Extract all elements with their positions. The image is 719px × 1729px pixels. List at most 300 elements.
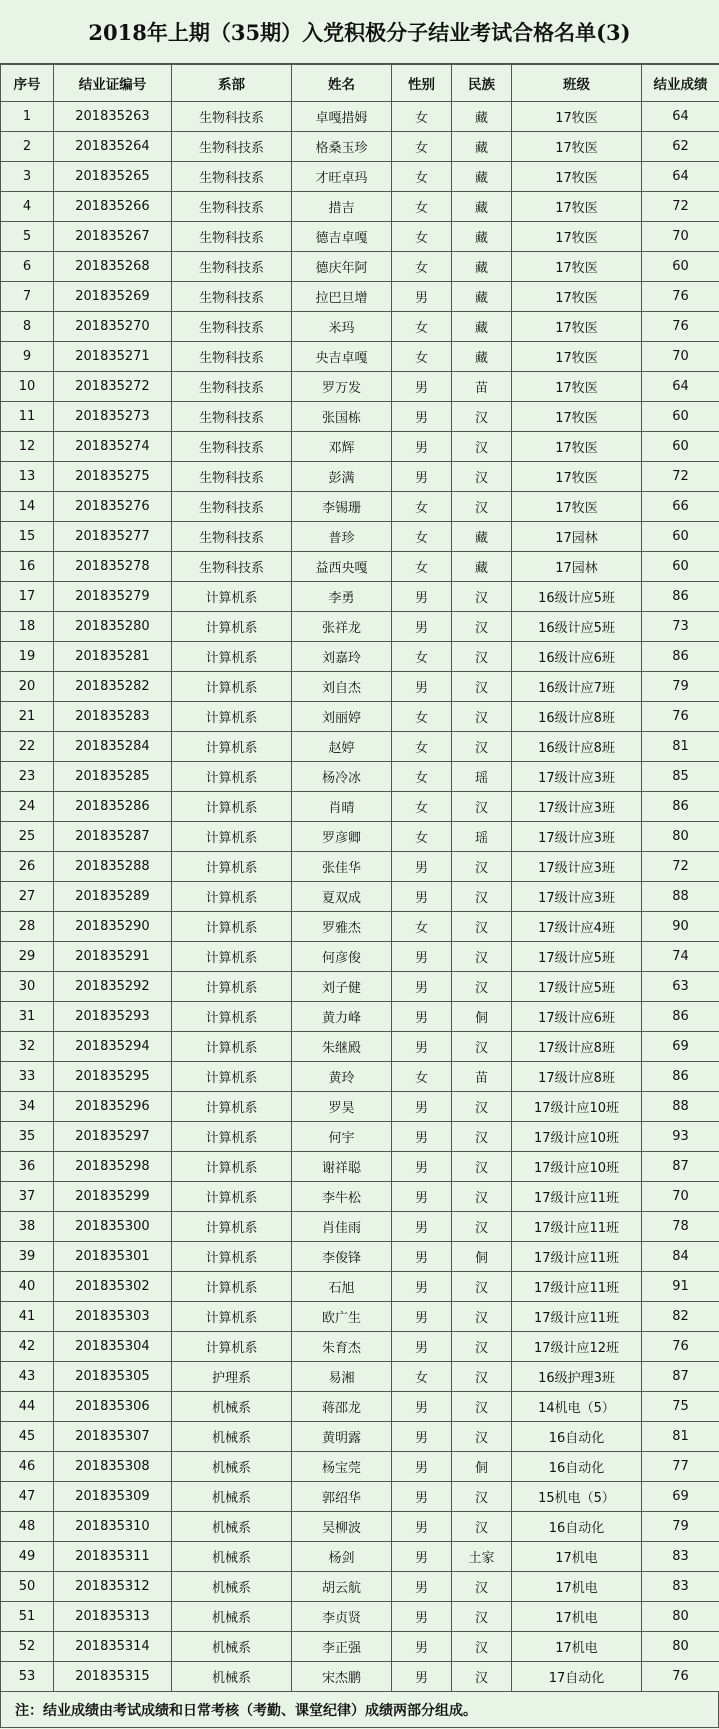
cell-certificate-no: 201835314 — [54, 1632, 172, 1662]
cell-score: 79 — [642, 1512, 719, 1542]
cell-class: 17级计应11班 — [512, 1212, 642, 1242]
cell-ethnicity: 苗 — [452, 1062, 512, 1092]
cell-certificate-no: 201835291 — [54, 942, 172, 972]
cell-gender: 男 — [392, 1572, 452, 1602]
table-row — [1, 162, 719, 192]
cell-index: 3 — [1, 162, 54, 192]
cell-name: 措吉 — [292, 192, 392, 222]
cell-class: 16自动化 — [512, 1452, 642, 1482]
cell-name: 央吉卓嘎 — [292, 342, 392, 372]
cell-department: 计算机系 — [172, 1272, 292, 1302]
cell-department: 计算机系 — [172, 1332, 292, 1362]
cell-class: 17牧医 — [512, 252, 642, 282]
cell-index: 35 — [1, 1122, 54, 1152]
cell-certificate-no: 201835300 — [54, 1212, 172, 1242]
cell-department: 机械系 — [172, 1392, 292, 1422]
cell-class: 17级计应3班 — [512, 852, 642, 882]
table-row — [1, 1602, 719, 1632]
cell-ethnicity: 汉 — [452, 1482, 512, 1512]
table-row — [1, 1422, 719, 1452]
cell-certificate-no: 201835279 — [54, 582, 172, 612]
table-row — [1, 1122, 719, 1152]
cell-gender: 男 — [392, 942, 452, 972]
table-row — [1, 1302, 719, 1332]
cell-name: 德庆年阿 — [292, 252, 392, 282]
column-header: 民族 — [452, 65, 512, 102]
cell-department: 生物科技系 — [172, 132, 292, 162]
cell-department: 计算机系 — [172, 972, 292, 1002]
cell-name: 郭绍华 — [292, 1482, 392, 1512]
cell-certificate-no: 201835286 — [54, 792, 172, 822]
cell-department: 生物科技系 — [172, 192, 292, 222]
cell-ethnicity: 汉 — [452, 1662, 512, 1692]
cell-score: 86 — [642, 792, 719, 822]
cell-name: 罗昊 — [292, 1092, 392, 1122]
cell-name: 杨冷冰 — [292, 762, 392, 792]
cell-index: 33 — [1, 1062, 54, 1092]
cell-score: 69 — [642, 1032, 719, 1062]
cell-index: 28 — [1, 912, 54, 942]
cell-name: 肖晴 — [292, 792, 392, 822]
cell-name: 李贞贤 — [292, 1602, 392, 1632]
cell-ethnicity: 汉 — [452, 1392, 512, 1422]
cell-name: 易湘 — [292, 1362, 392, 1392]
table-row — [1, 492, 719, 522]
table-row — [1, 1482, 719, 1512]
table-row — [1, 1062, 719, 1092]
cell-index: 12 — [1, 432, 54, 462]
cell-class: 16自动化 — [512, 1512, 642, 1542]
cell-name: 宋杰鹏 — [292, 1662, 392, 1692]
cell-certificate-no: 201835310 — [54, 1512, 172, 1542]
cell-ethnicity: 藏 — [452, 132, 512, 162]
cell-class: 16级计应8班 — [512, 732, 642, 762]
cell-certificate-no: 201835275 — [54, 462, 172, 492]
table-row — [1, 1152, 719, 1182]
cell-name: 张国栋 — [292, 402, 392, 432]
cell-certificate-no: 201835266 — [54, 192, 172, 222]
cell-index: 9 — [1, 342, 54, 372]
cell-class: 17级计应4班 — [512, 912, 642, 942]
cell-score: 88 — [642, 882, 719, 912]
cell-certificate-no: 201835305 — [54, 1362, 172, 1392]
cell-score: 73 — [642, 612, 719, 642]
cell-score: 84 — [642, 1242, 719, 1272]
cell-certificate-no: 201835280 — [54, 612, 172, 642]
cell-score: 78 — [642, 1212, 719, 1242]
cell-gender: 男 — [392, 1152, 452, 1182]
cell-name: 胡云航 — [292, 1572, 392, 1602]
cell-name: 李俊锋 — [292, 1242, 392, 1272]
cell-ethnicity: 汉 — [452, 1512, 512, 1542]
cell-certificate-no: 201835273 — [54, 402, 172, 432]
cell-name: 黄明露 — [292, 1422, 392, 1452]
cell-ethnicity: 汉 — [452, 1212, 512, 1242]
cell-certificate-no: 201835263 — [54, 102, 172, 132]
cell-class: 16级计应6班 — [512, 642, 642, 672]
column-header: 序号 — [1, 65, 54, 102]
cell-index: 13 — [1, 462, 54, 492]
cell-class: 17园林 — [512, 552, 642, 582]
cell-score: 77 — [642, 1452, 719, 1482]
cell-gender: 男 — [392, 612, 452, 642]
cell-class: 16级计应7班 — [512, 672, 642, 702]
cell-certificate-no: 201835269 — [54, 282, 172, 312]
cell-name: 邓辉 — [292, 432, 392, 462]
cell-certificate-no: 201835284 — [54, 732, 172, 762]
table-row — [1, 1272, 719, 1302]
cell-ethnicity: 汉 — [452, 1572, 512, 1602]
cell-class: 17级计应11班 — [512, 1242, 642, 1272]
cell-department: 计算机系 — [172, 792, 292, 822]
cell-index: 5 — [1, 222, 54, 252]
cell-index: 22 — [1, 732, 54, 762]
table-row — [1, 822, 719, 852]
cell-gender: 男 — [392, 1542, 452, 1572]
cell-index: 26 — [1, 852, 54, 882]
cell-index: 23 — [1, 762, 54, 792]
table-row — [1, 1632, 719, 1662]
cell-department: 生物科技系 — [172, 402, 292, 432]
cell-score: 74 — [642, 942, 719, 972]
cell-name: 德吉卓嘎 — [292, 222, 392, 252]
cell-score: 87 — [642, 1152, 719, 1182]
cell-name: 罗雅杰 — [292, 912, 392, 942]
cell-gender: 男 — [392, 1002, 452, 1032]
cell-department: 机械系 — [172, 1572, 292, 1602]
cell-class: 17级计应3班 — [512, 792, 642, 822]
table-row — [1, 402, 719, 432]
cell-ethnicity: 汉 — [452, 1362, 512, 1392]
cell-score: 66 — [642, 492, 719, 522]
cell-certificate-no: 201835281 — [54, 642, 172, 672]
table-row — [1, 942, 719, 972]
cell-index: 44 — [1, 1392, 54, 1422]
table-row — [1, 852, 719, 882]
cell-department: 机械系 — [172, 1482, 292, 1512]
cell-class: 17牧医 — [512, 312, 642, 342]
cell-score: 93 — [642, 1122, 719, 1152]
cell-index: 4 — [1, 192, 54, 222]
cell-certificate-no: 201835268 — [54, 252, 172, 282]
cell-ethnicity: 藏 — [452, 162, 512, 192]
cell-department: 生物科技系 — [172, 492, 292, 522]
cell-index: 1 — [1, 102, 54, 132]
table-row — [1, 1362, 719, 1392]
cell-gender: 男 — [392, 582, 452, 612]
cell-gender: 女 — [392, 792, 452, 822]
cell-class: 17级计应10班 — [512, 1152, 642, 1182]
cell-gender: 女 — [392, 822, 452, 852]
cell-gender: 男 — [392, 1122, 452, 1152]
cell-gender: 女 — [392, 222, 452, 252]
cell-gender: 男 — [392, 1242, 452, 1272]
cell-index: 48 — [1, 1512, 54, 1542]
cell-class: 17级计应6班 — [512, 1002, 642, 1032]
table-row — [1, 1332, 719, 1362]
cell-score: 64 — [642, 162, 719, 192]
cell-class: 17级计应11班 — [512, 1272, 642, 1302]
cell-index: 32 — [1, 1032, 54, 1062]
table-row — [1, 132, 719, 162]
cell-score: 60 — [642, 522, 719, 552]
cell-name: 蒋邵龙 — [292, 1392, 392, 1422]
cell-index: 40 — [1, 1272, 54, 1302]
cell-class: 17级计应12班 — [512, 1332, 642, 1362]
cell-index: 24 — [1, 792, 54, 822]
cell-department: 生物科技系 — [172, 162, 292, 192]
cell-department: 机械系 — [172, 1662, 292, 1692]
cell-name: 肖佳雨 — [292, 1212, 392, 1242]
cell-gender: 男 — [392, 1512, 452, 1542]
cell-index: 36 — [1, 1152, 54, 1182]
cell-index: 51 — [1, 1602, 54, 1632]
table-row — [1, 252, 719, 282]
cell-index: 17 — [1, 582, 54, 612]
cell-class: 17机电 — [512, 1632, 642, 1662]
cell-class: 16自动化 — [512, 1422, 642, 1452]
cell-class: 17机电 — [512, 1602, 642, 1632]
cell-index: 18 — [1, 612, 54, 642]
cell-index: 53 — [1, 1662, 54, 1692]
cell-certificate-no: 201835295 — [54, 1062, 172, 1092]
cell-gender: 男 — [392, 1602, 452, 1632]
cell-ethnicity: 侗 — [452, 1452, 512, 1482]
cell-name: 张佳华 — [292, 852, 392, 882]
cell-certificate-no: 201835307 — [54, 1422, 172, 1452]
cell-gender: 男 — [392, 1482, 452, 1512]
roster-table — [0, 64, 719, 1692]
cell-class: 17牧医 — [512, 162, 642, 192]
cell-index: 34 — [1, 1092, 54, 1122]
cell-class: 17牧医 — [512, 372, 642, 402]
cell-index: 8 — [1, 312, 54, 342]
cell-class: 17牧医 — [512, 222, 642, 252]
cell-score: 63 — [642, 972, 719, 1002]
cell-department: 护理系 — [172, 1362, 292, 1392]
cell-index: 16 — [1, 552, 54, 582]
table-row — [1, 102, 719, 132]
cell-ethnicity: 瑶 — [452, 822, 512, 852]
cell-index: 21 — [1, 702, 54, 732]
cell-ethnicity: 汉 — [452, 732, 512, 762]
cell-index: 50 — [1, 1572, 54, 1602]
cell-name: 何彦俊 — [292, 942, 392, 972]
cell-certificate-no: 201835299 — [54, 1182, 172, 1212]
cell-index: 19 — [1, 642, 54, 672]
cell-class: 17级计应8班 — [512, 1032, 642, 1062]
cell-name: 李牛松 — [292, 1182, 392, 1212]
cell-class: 17牧医 — [512, 102, 642, 132]
table-row — [1, 912, 719, 942]
cell-certificate-no: 201835288 — [54, 852, 172, 882]
cell-index: 7 — [1, 282, 54, 312]
cell-score: 80 — [642, 1602, 719, 1632]
cell-ethnicity: 藏 — [452, 222, 512, 252]
cell-gender: 男 — [392, 462, 452, 492]
cell-department: 计算机系 — [172, 1122, 292, 1152]
cell-name: 刘嘉玲 — [292, 642, 392, 672]
cell-class: 17牧医 — [512, 492, 642, 522]
cell-name: 李正强 — [292, 1632, 392, 1662]
cell-score: 87 — [642, 1362, 719, 1392]
table-row — [1, 972, 719, 1002]
cell-certificate-no: 201835277 — [54, 522, 172, 552]
table-row — [1, 672, 719, 702]
cell-ethnicity: 汉 — [452, 462, 512, 492]
cell-department: 计算机系 — [172, 702, 292, 732]
cell-gender: 男 — [392, 1422, 452, 1452]
cell-certificate-no: 201835308 — [54, 1452, 172, 1482]
cell-gender: 男 — [392, 1212, 452, 1242]
cell-department: 计算机系 — [172, 1032, 292, 1062]
cell-gender: 女 — [392, 642, 452, 672]
cell-index: 38 — [1, 1212, 54, 1242]
cell-name: 杨宝莞 — [292, 1452, 392, 1482]
table-row — [1, 1452, 719, 1482]
column-header: 性别 — [392, 65, 452, 102]
cell-gender: 男 — [392, 1272, 452, 1302]
cell-certificate-no: 201835290 — [54, 912, 172, 942]
cell-gender: 男 — [392, 1452, 452, 1482]
cell-department: 计算机系 — [172, 582, 292, 612]
cell-class: 17级计应5班 — [512, 972, 642, 1002]
cell-gender: 女 — [392, 702, 452, 732]
cell-gender: 女 — [392, 522, 452, 552]
cell-certificate-no: 201835276 — [54, 492, 172, 522]
table-row — [1, 282, 719, 312]
cell-score: 60 — [642, 552, 719, 582]
cell-certificate-no: 201835301 — [54, 1242, 172, 1272]
cell-name: 谢祥聪 — [292, 1152, 392, 1182]
cell-department: 计算机系 — [172, 1182, 292, 1212]
cell-score: 76 — [642, 282, 719, 312]
cell-index: 2 — [1, 132, 54, 162]
cell-department: 计算机系 — [172, 1092, 292, 1122]
cell-department: 计算机系 — [172, 1302, 292, 1332]
cell-index: 25 — [1, 822, 54, 852]
cell-score: 83 — [642, 1542, 719, 1572]
cell-certificate-no: 201835278 — [54, 552, 172, 582]
cell-department: 生物科技系 — [172, 342, 292, 372]
table-row — [1, 462, 719, 492]
cell-name: 杨剑 — [292, 1542, 392, 1572]
cell-department: 机械系 — [172, 1602, 292, 1632]
cell-certificate-no: 201835311 — [54, 1542, 172, 1572]
cell-certificate-no: 201835297 — [54, 1122, 172, 1152]
cell-class: 17机电 — [512, 1572, 642, 1602]
cell-department: 计算机系 — [172, 942, 292, 972]
cell-certificate-no: 201835312 — [54, 1572, 172, 1602]
header-row — [1, 65, 719, 102]
cell-department: 计算机系 — [172, 762, 292, 792]
cell-index: 42 — [1, 1332, 54, 1362]
cell-score: 72 — [642, 192, 719, 222]
cell-gender: 女 — [392, 252, 452, 282]
cell-certificate-no: 201835272 — [54, 372, 172, 402]
cell-gender: 女 — [392, 732, 452, 762]
cell-ethnicity: 侗 — [452, 1002, 512, 1032]
cell-class: 17级计应8班 — [512, 1062, 642, 1092]
cell-certificate-no: 201835315 — [54, 1662, 172, 1692]
cell-department: 机械系 — [172, 1452, 292, 1482]
cell-certificate-no: 201835303 — [54, 1302, 172, 1332]
table-row — [1, 222, 719, 252]
cell-certificate-no: 201835289 — [54, 882, 172, 912]
column-header: 结业成绩 — [642, 65, 719, 102]
cell-gender: 女 — [392, 162, 452, 192]
cell-ethnicity: 汉 — [452, 1632, 512, 1662]
cell-name: 石旭 — [292, 1272, 392, 1302]
cell-class: 17园林 — [512, 522, 642, 552]
cell-class: 16级计应5班 — [512, 582, 642, 612]
table-row — [1, 372, 719, 402]
cell-score: 72 — [642, 852, 719, 882]
cell-name: 刘丽婷 — [292, 702, 392, 732]
cell-class: 17牧医 — [512, 282, 642, 312]
cell-index: 43 — [1, 1362, 54, 1392]
cell-index: 45 — [1, 1422, 54, 1452]
cell-score: 86 — [642, 1002, 719, 1032]
cell-certificate-no: 201835287 — [54, 822, 172, 852]
cell-gender: 男 — [392, 1332, 452, 1362]
table-row — [1, 522, 719, 552]
cell-certificate-no: 201835267 — [54, 222, 172, 252]
cell-score: 76 — [642, 1332, 719, 1362]
cell-name: 吴柳波 — [292, 1512, 392, 1542]
cell-class: 17级计应10班 — [512, 1092, 642, 1122]
cell-gender: 女 — [392, 1062, 452, 1092]
cell-certificate-no: 201835296 — [54, 1092, 172, 1122]
cell-ethnicity: 汉 — [452, 702, 512, 732]
cell-certificate-no: 201835304 — [54, 1332, 172, 1362]
cell-ethnicity: 汉 — [452, 942, 512, 972]
cell-index: 27 — [1, 882, 54, 912]
document-title: 2018年上期（35期）入党积极分子结业考试合格名单(3) — [0, 0, 719, 64]
table-row — [1, 192, 719, 222]
cell-class: 17级计应3班 — [512, 762, 642, 792]
column-header: 姓名 — [292, 65, 392, 102]
cell-score: 90 — [642, 912, 719, 942]
cell-class: 17级计应3班 — [512, 882, 642, 912]
cell-score: 75 — [642, 1392, 719, 1422]
table-row — [1, 882, 719, 912]
cell-ethnicity: 汉 — [452, 1092, 512, 1122]
cell-gender: 男 — [392, 852, 452, 882]
cell-score: 86 — [642, 642, 719, 672]
cell-score: 91 — [642, 1272, 719, 1302]
table-row — [1, 1182, 719, 1212]
cell-name: 米玛 — [292, 312, 392, 342]
cell-ethnicity: 瑶 — [452, 762, 512, 792]
cell-department: 生物科技系 — [172, 432, 292, 462]
cell-ethnicity: 藏 — [452, 252, 512, 282]
cell-ethnicity: 汉 — [452, 792, 512, 822]
cell-index: 39 — [1, 1242, 54, 1272]
table-row — [1, 1392, 719, 1422]
cell-department: 计算机系 — [172, 852, 292, 882]
cell-gender: 男 — [392, 1632, 452, 1662]
cell-gender: 女 — [392, 342, 452, 372]
cell-department: 生物科技系 — [172, 252, 292, 282]
cell-gender: 女 — [392, 492, 452, 522]
cell-name: 卓嘎措姆 — [292, 102, 392, 132]
cell-score: 64 — [642, 102, 719, 132]
cell-score: 81 — [642, 1422, 719, 1452]
cell-ethnicity: 汉 — [452, 432, 512, 462]
cell-ethnicity: 汉 — [452, 1182, 512, 1212]
cell-ethnicity: 侗 — [452, 1242, 512, 1272]
